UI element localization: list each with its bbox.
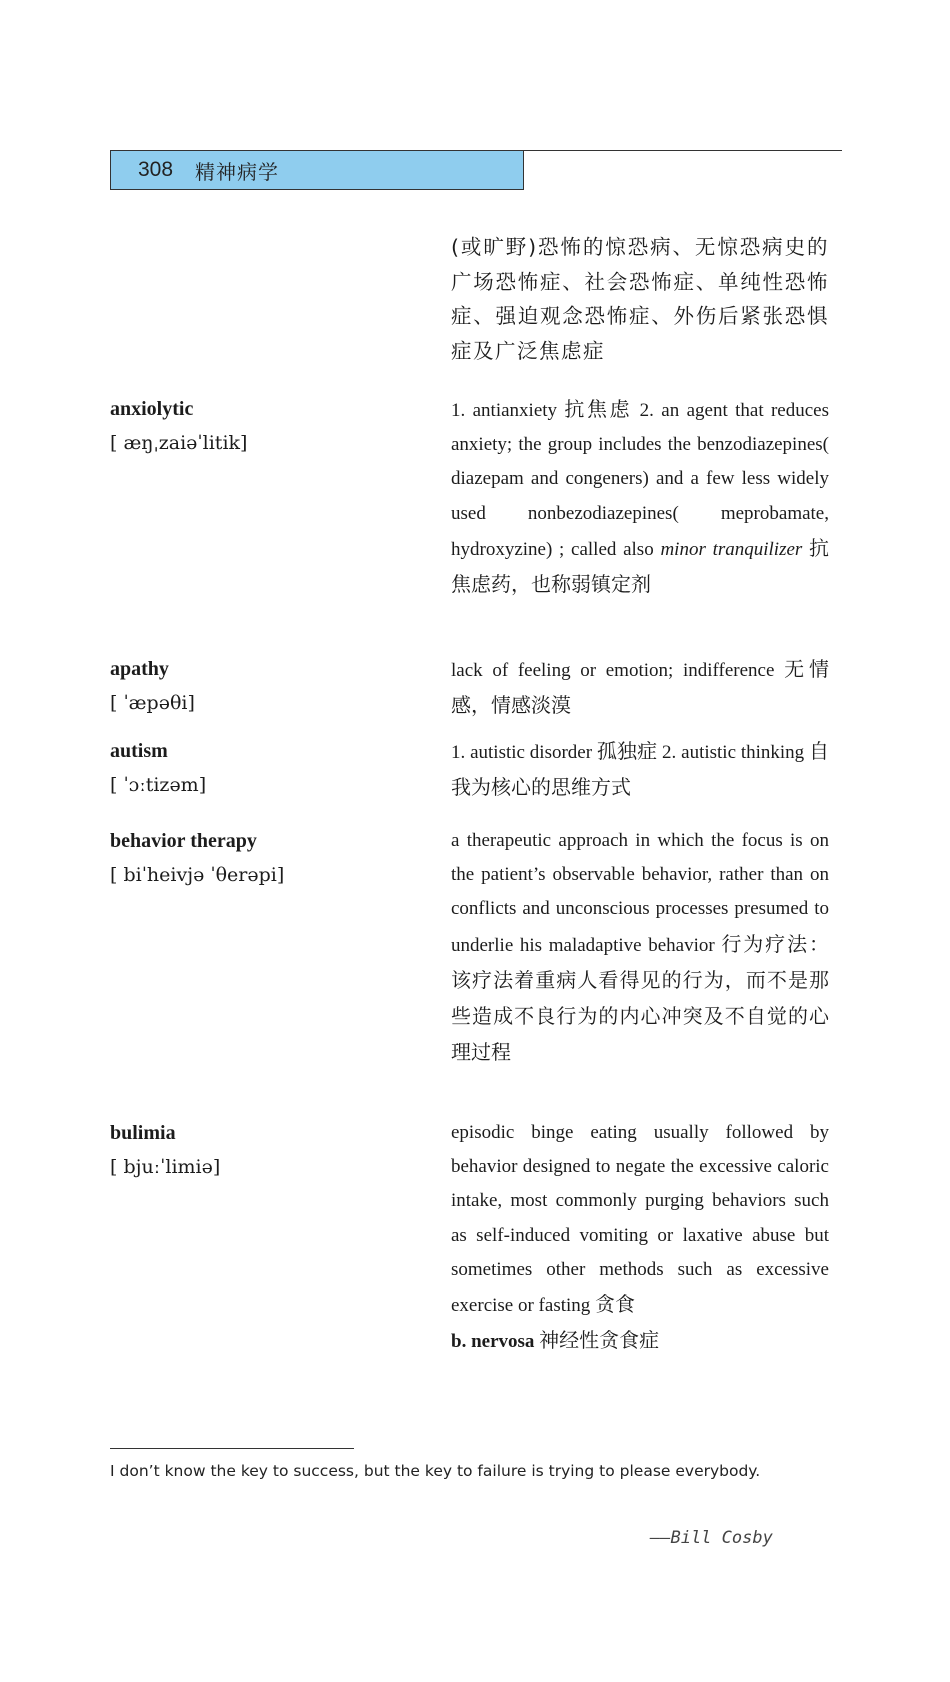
term-pronunciation: [ biˈheivjə ˈθerəpi] <box>110 864 285 886</box>
term-word: bulimia <box>110 1122 176 1144</box>
footnote-rule <box>110 1448 354 1449</box>
term-block <box>110 734 430 802</box>
definition-zh: 无情感，情感淡漠 <box>451 657 830 718</box>
page-header <box>110 150 524 190</box>
book-title: 精神病学 <box>195 159 280 184</box>
definition-zh: 抗焦虑药，也称弱镇定剂 <box>451 535 830 597</box>
term-pronunciation: [ bjuːˈlimiə] <box>110 1156 221 1178</box>
definition <box>451 824 829 1071</box>
sub-term: b. nervosa <box>451 1331 535 1353</box>
term-word: anxiolytic <box>110 398 194 420</box>
page-number: 308 <box>138 158 174 181</box>
definition <box>451 652 829 724</box>
definition <box>451 734 829 806</box>
term-block <box>110 392 430 460</box>
definition <box>451 392 829 603</box>
definition-zh: 贪食 <box>595 1292 636 1317</box>
term-word: behavior therapy <box>110 830 257 852</box>
footnote-author: ——Bill Cosby <box>650 1528 773 1548</box>
definition-zh: 行为疗法：该疗法着重病人看得见的行为，而不是那些造成不良行为的内心冲突及不自觉的心理过程 <box>451 931 829 1065</box>
term-word: autism <box>110 740 168 762</box>
definition-en: episodic binge eating usually followed by behavior designed to negate the excessive caloric intake, most commonly purging behaviors such as self-induced vomiting or laxative abuse but sometimes other methods such as excessive exercise or fasting <box>451 1122 829 1317</box>
sub-term-zh: 神经性贪食症 <box>539 1328 660 1353</box>
footnote-quote: I don’t know the key to success, but the key to failure is trying to please everybody. <box>110 1462 761 1480</box>
definition-zh: 抗焦虑 <box>564 397 633 421</box>
definition-en: 2. an agent that reduces anxiety; the group includes the benzodiazepines( diazepam and congeners) and a few less widely used nonbezodiazepines( meprobamate, hydroxyzine) ; called also <box>451 400 830 560</box>
term-word: apathy <box>110 658 169 680</box>
definition-en: 1. autistic disorder <box>451 742 593 763</box>
term-block <box>110 652 430 720</box>
definition-zh: 孤独症 <box>596 739 658 763</box>
term-block <box>110 824 430 892</box>
definition-en: 1. antianxiety <box>451 400 558 421</box>
definition <box>451 230 829 368</box>
definition-en: lack of feeling or emotion; indifference <box>451 660 775 681</box>
term-pronunciation: [ æŋˌzaiəˈlitik] <box>110 432 248 454</box>
term-block <box>110 1116 430 1184</box>
term-pronunciation: [ ˈɔːtizəm] <box>110 774 207 796</box>
definition-italic: minor tranquilizer <box>660 538 803 560</box>
definition-en: 2. autistic thinking <box>662 742 805 763</box>
definition <box>451 1116 829 1359</box>
definition-en: a therapeutic approach in which the focus is on the patient’s observable behavior, rather than on conflicts and unconscious processes presumed to underlie his maladaptive behavior <box>451 830 829 956</box>
definition-zh: (或旷野)恐怖的惊恐病、无惊恐病史的广场恐怖症、社会恐怖症、单纯性恐怖症、强迫观念恐怖症、外伤后紧张恐惧症及广泛焦虑症 <box>451 235 829 363</box>
definition-zh: 自我为核心的思维方式 <box>451 739 830 800</box>
term-pronunciation: [ ˈæpəθi] <box>110 692 195 714</box>
